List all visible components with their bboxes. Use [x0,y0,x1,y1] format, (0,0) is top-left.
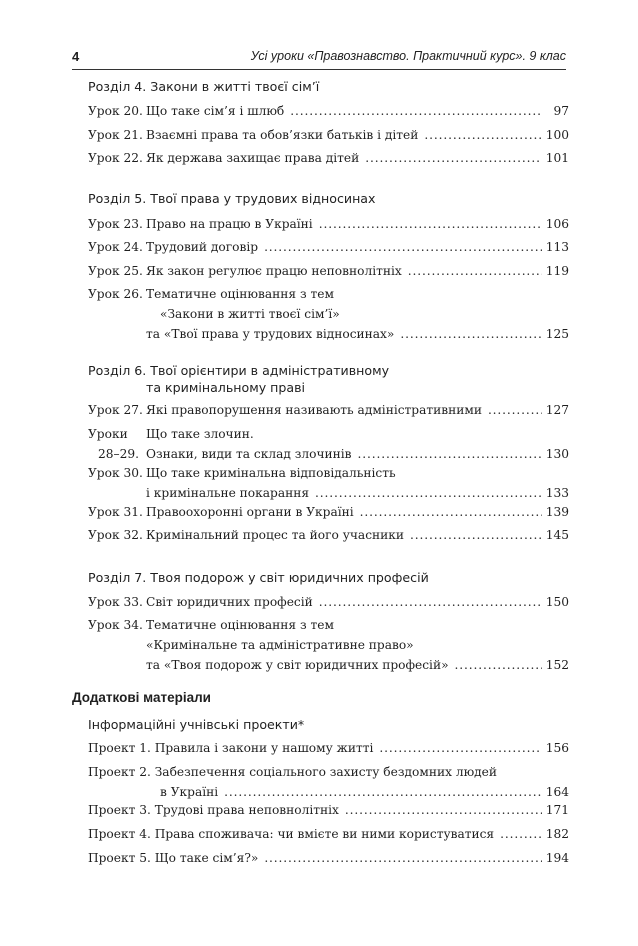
entry-label: Проект 1. [88,741,151,755]
entry-page: 171 [545,803,569,817]
toc-entry[interactable] [88,824,569,844]
entry-label: Проект 4. [88,827,151,841]
entry-page: 156 [545,741,569,755]
leader-dots [315,483,542,503]
toc-entry[interactable] [88,762,569,802]
entry-title: Що таке злочин. [146,427,254,441]
entry-title-cont: та «Твої права у трудових відносинах» [146,327,395,341]
leader-dots [408,261,542,281]
entry-title-cont: та «Твоя подорож у світ юридичних професій» [146,658,449,672]
toc-entry[interactable] [88,237,569,257]
entry-label: Урок 34. [88,618,143,632]
entry-page: 113 [545,240,569,254]
toc-entry[interactable] [88,463,569,503]
entry-label: Урок 21. [88,128,143,142]
entry-label: Урок 25. [88,264,143,278]
entry-label: Уроки [88,427,128,441]
entry-title: Правоохоронні органи в Україні [146,505,354,519]
entry-label: Урок 20. [88,104,143,118]
section-5-title [88,190,375,207]
entry-label: Урок 30. [88,466,143,480]
projects-subheading-text: Інформаційні учнівські проекти* [88,717,305,732]
entry-page: 164 [545,785,569,799]
entry-page: 133 [545,486,569,500]
leader-dots [290,101,543,121]
entry-page: 130 [545,447,569,461]
entry-title: Світ юридичних професій [146,595,313,609]
entry-page: 125 [545,327,569,341]
leader-dots [500,824,542,844]
section-4-title [88,78,319,95]
projects-subheading [88,716,304,733]
entry-page: 150 [545,595,569,609]
entry-page: 119 [545,264,569,278]
toc-entry[interactable] [88,424,569,464]
leader-dots [264,237,542,257]
entry-title-cont: «Кримінальне та адміністративне право» [146,638,414,652]
entry-label: Урок 27. [88,403,143,417]
leader-dots [319,592,542,612]
entry-title-cont: Ознаки, види та склад злочинів [146,447,352,461]
entry-label-cont: 28–29. [98,447,139,461]
entry-page: 145 [545,528,569,542]
entry-title: Тематичне оцінювання з тем [146,618,334,632]
leader-dots [410,525,542,545]
toc-entry[interactable] [88,800,569,820]
entry-label: Урок 33. [88,595,143,609]
toc-entry[interactable] [88,592,569,612]
entry-label: Урок 31. [88,505,143,519]
leader-dots [319,214,542,234]
section-7-title [88,569,429,586]
entry-title: Як держава захищає права дітей [146,151,360,165]
toc-entry[interactable] [88,214,569,234]
leader-dots [345,800,542,820]
leader-dots [360,502,542,522]
entry-title: Тематичне оцінювання з тем [146,287,334,301]
entry-title: Трудовий договір [146,240,259,254]
entry-title: Що таке сім’я і шлюб [146,104,285,118]
leader-dots [488,400,542,420]
entry-page: 152 [545,658,569,672]
entry-page: 182 [545,827,569,841]
entry-page: 127 [545,403,569,417]
entry-label: Урок 23. [88,217,143,231]
toc-entry[interactable] [88,284,569,344]
running-header [72,47,566,70]
entry-title: Права споживача: чи вмієте ви ними користуватися [154,827,495,841]
toc-entry[interactable] [88,738,569,758]
entry-title: Правила і закони у нашому житті [154,741,374,755]
entry-title: Що таке кримінальна відповідальність [146,466,396,480]
toc-entry[interactable] [88,848,569,868]
entry-title: Які правопорушення називають адміністративними [146,403,482,417]
toc-entry[interactable] [88,502,569,522]
entry-label: Урок 26. [88,287,143,301]
entry-title: Як закон регулює працю неповнолітніх [146,264,402,278]
entry-title: Право на працю в Україні [146,217,313,231]
entry-page: 106 [545,217,569,231]
toc-entry[interactable] [88,261,569,281]
entry-title: Кримінальний процес та його учасники [146,528,405,542]
entry-title: Трудові права неповнолітніх [154,803,339,817]
entry-label: Урок 24. [88,240,143,254]
toc-entry[interactable] [88,400,569,420]
entry-page: 139 [545,505,569,519]
entry-title: Взаємні права та обов’язки батьків і дітей [146,128,419,142]
entry-page: 100 [545,128,569,142]
leader-dots [379,738,541,758]
toc-entry[interactable] [88,125,569,145]
toc-entry[interactable] [88,101,569,121]
entry-label: Проект 5. [88,851,151,865]
entry-label: Урок 22. [88,151,143,165]
section-6-title [88,362,389,396]
entry-title: Забезпечення соціального захисту бездомних людей [154,765,498,779]
entry-title-cont: і кримінальне покарання [146,486,310,500]
leader-dots [365,148,542,168]
entry-title-cont: «Закони в житті твоєї сім’ї» [160,307,340,321]
section-title-line: Розділ 4. Закони в житті твоєї сім’ї [88,79,320,94]
leader-dots [264,848,541,868]
toc-entry[interactable] [88,615,569,675]
toc-entry[interactable] [88,148,569,168]
additional-materials-heading: Додаткові матеріали [72,690,211,705]
leader-dots [455,655,542,675]
toc-entry[interactable] [88,525,569,545]
running-title: Усі уроки «Правознавство. Практичний курс». 9 клас [250,49,566,63]
entry-title-cont: в Україні [160,785,219,799]
entry-page: 101 [545,151,569,165]
entry-title: Що таке сім’я?» [154,851,259,865]
entry-label: Проект 2. [88,765,151,779]
leader-dots [224,782,542,802]
page-number: 4 [72,49,80,64]
section-title-line: Розділ 6. Твої орієнтири в адміністративному [88,363,390,378]
leader-dots [424,125,541,145]
leader-dots [400,324,541,344]
entry-page: 97 [553,104,569,118]
section-title-line: та кримінальному праві [146,380,306,395]
section-title-line: Розділ 5. Твої права у трудових відносинах [88,191,376,206]
leader-dots [358,444,542,464]
entry-page: 194 [545,851,569,865]
entry-label: Урок 32. [88,528,143,542]
entry-label: Проект 3. [88,803,151,817]
section-title-line: Розділ 7. Твоя подорож у світ юридичних професій [88,570,429,585]
